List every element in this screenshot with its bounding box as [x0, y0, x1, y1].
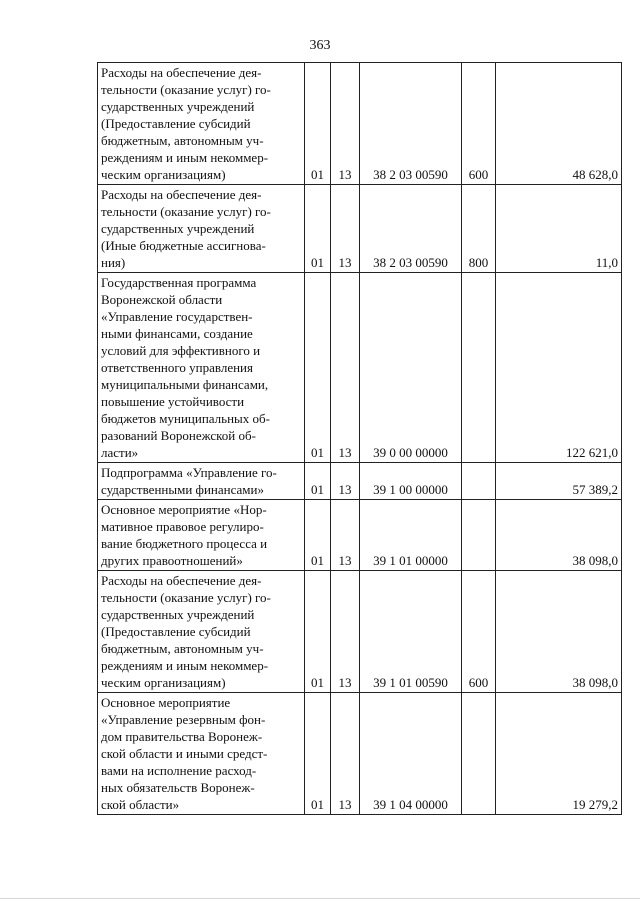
- section-code-cell: 01: [305, 63, 331, 185]
- item-name-line: Расходы на обеспечение дея-: [101, 573, 262, 588]
- section-code-cell: 01: [305, 185, 331, 273]
- table-row: [98, 500, 622, 571]
- amount-cell: 48 628,0: [496, 63, 622, 185]
- item-name-line: ской области и иными средст-: [101, 746, 268, 761]
- item-name-cell: [98, 500, 305, 571]
- item-name-line: Основное мероприятие: [101, 695, 231, 710]
- expense-type-cell: 600: [462, 571, 496, 693]
- section-code-cell: 01: [305, 571, 331, 693]
- item-name-line: условий для эффективного и: [101, 343, 261, 358]
- target-article-cell: 39 0 00 00000: [360, 273, 462, 463]
- subsection-code-cell: 13: [331, 463, 360, 500]
- page-bottom-edge: [0, 898, 640, 899]
- item-name-line: ных обязательств Воронеж-: [101, 780, 255, 795]
- item-name-cell: [98, 63, 305, 185]
- item-name-line: мативное правовое регулиро-: [101, 519, 264, 534]
- item-name-line: Подпрограмма «Управление го-: [101, 465, 277, 480]
- page-number: 363: [309, 38, 331, 53]
- item-name-line: дом правительства Воронеж-: [101, 729, 263, 744]
- expense-type-cell: [462, 500, 496, 571]
- item-name-line: бюджетным, автономным уч-: [101, 133, 264, 148]
- table-body: [98, 63, 622, 815]
- table-row: [98, 185, 622, 273]
- item-name-line: ласти»: [101, 445, 139, 460]
- item-name-cell: [98, 273, 305, 463]
- target-article-cell: 38 2 03 00590: [360, 63, 462, 185]
- item-name-line: вами на исполнение расход-: [101, 763, 257, 778]
- subsection-code-cell: 13: [331, 273, 360, 463]
- expense-type-cell: [462, 273, 496, 463]
- amount-cell: 19 279,2: [496, 693, 622, 815]
- item-name-line: (Предоставление субсидий: [101, 116, 251, 131]
- item-name-line: ческим организациям): [101, 675, 226, 690]
- subsection-code-cell: 13: [331, 500, 360, 571]
- section-code-cell: 01: [305, 500, 331, 571]
- amount-cell: 122 621,0: [496, 273, 622, 463]
- table-row: [98, 463, 622, 500]
- item-name-line: разований Воронежской об-: [101, 428, 256, 443]
- item-name-line: реждениям и иным некоммер-: [101, 150, 269, 165]
- item-name-cell: [98, 185, 305, 273]
- item-name-line: ния): [101, 255, 126, 270]
- item-name-line: повышение устойчивости: [101, 394, 245, 409]
- amount-cell: 38 098,0: [496, 571, 622, 693]
- item-name-line: сударственных учреждений: [101, 607, 255, 622]
- subsection-code-cell: 13: [331, 185, 360, 273]
- section-code-cell: 01: [305, 693, 331, 815]
- table-row: [98, 63, 622, 185]
- item-name-line: тельности (оказание услуг) го-: [101, 82, 271, 97]
- item-name-line: бюджетов муниципальных об-: [101, 411, 270, 426]
- item-name-line: ответственного управления: [101, 360, 253, 375]
- amount-cell: 57 389,2: [496, 463, 622, 500]
- subsection-code-cell: 13: [331, 571, 360, 693]
- target-article-cell: 39 1 00 00000: [360, 463, 462, 500]
- table-row: [98, 571, 622, 693]
- target-article-cell: 39 1 01 00000: [360, 500, 462, 571]
- target-article-cell: 39 1 01 00590: [360, 571, 462, 693]
- item-name-cell: [98, 463, 305, 500]
- target-article-cell: 39 1 04 00000: [360, 693, 462, 815]
- item-name-cell: [98, 693, 305, 815]
- table-row: [98, 273, 622, 463]
- item-name-line: Государственная программа: [101, 275, 257, 290]
- item-name-line: Расходы на обеспечение дея-: [101, 187, 262, 202]
- item-name-line: других правоотношений»: [101, 553, 243, 568]
- item-name-line: Расходы на обеспечение дея-: [101, 65, 262, 80]
- item-name-line: (Иные бюджетные ассигнова-: [101, 238, 266, 253]
- item-name-line: ской области»: [101, 797, 180, 812]
- item-name-line: сударственных учреждений: [101, 221, 255, 236]
- item-name-line: сударственными финансами»: [101, 482, 264, 497]
- item-name-line: тельности (оказание услуг) го-: [101, 590, 271, 605]
- item-name-cell: [98, 571, 305, 693]
- item-name-line: ными финансами, создание: [101, 326, 253, 341]
- item-name-line: «Управление государствен-: [101, 309, 253, 324]
- amount-cell: 38 098,0: [496, 500, 622, 571]
- target-article-cell: 38 2 03 00590: [360, 185, 462, 273]
- item-name-line: (Предоставление субсидий: [101, 624, 251, 639]
- expense-type-cell: 800: [462, 185, 496, 273]
- item-name-line: вание бюджетного процесса и: [101, 536, 268, 551]
- item-name-line: Основное мероприятие «Нор-: [101, 502, 267, 517]
- expense-type-cell: [462, 463, 496, 500]
- subsection-code-cell: 13: [331, 693, 360, 815]
- budget-table: [97, 62, 622, 815]
- item-name-line: «Управление резервным фон-: [101, 712, 266, 727]
- item-name-line: муниципальными финансами,: [101, 377, 269, 392]
- expense-type-cell: [462, 693, 496, 815]
- subsection-code-cell: 13: [331, 63, 360, 185]
- table-row: [98, 693, 622, 815]
- amount-cell: 11,0: [496, 185, 622, 273]
- item-name-line: бюджетным, автономным уч-: [101, 641, 264, 656]
- item-name-line: реждениям и иным некоммер-: [101, 658, 269, 673]
- item-name-line: сударственных учреждений: [101, 99, 255, 114]
- item-name-line: ческим организациям): [101, 167, 226, 182]
- section-code-cell: 01: [305, 463, 331, 500]
- expense-type-cell: 600: [462, 63, 496, 185]
- item-name-line: Воронежской области: [101, 292, 223, 307]
- item-name-line: тельности (оказание услуг) го-: [101, 204, 271, 219]
- section-code-cell: 01: [305, 273, 331, 463]
